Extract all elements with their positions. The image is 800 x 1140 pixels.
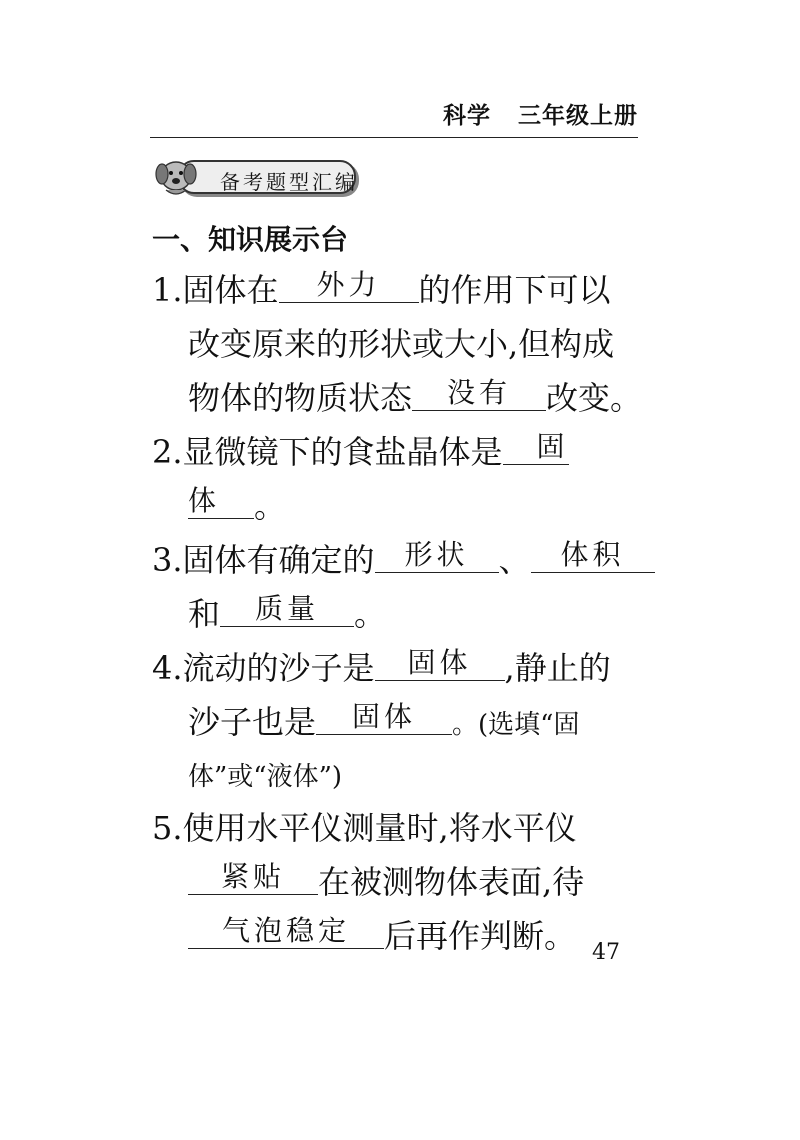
- q3-text-c: 。: [354, 595, 387, 633]
- q4-text-d: 。(选填“固: [452, 710, 580, 740]
- q1-line1: [152, 262, 611, 318]
- q1-answer-blank-2: 没有: [412, 370, 546, 411]
- q4-text-b: ,静止的: [504, 649, 611, 687]
- q1-line3: [188, 370, 642, 426]
- q5-line1: [152, 800, 577, 856]
- q3-line2: [188, 586, 386, 642]
- q3-separator: 、: [498, 541, 531, 579]
- page-number: 47: [592, 940, 620, 965]
- q1-text-a: 固体在: [182, 271, 279, 309]
- q2-answer-blank-1a: 固: [503, 424, 569, 465]
- q1-text-c: 改变原来的形状或大小,但构成: [188, 325, 615, 363]
- q2-number: 2.: [152, 433, 183, 471]
- q2-line1: [152, 424, 569, 480]
- q4-line3: [188, 746, 342, 802]
- q4-answer-blank-2: 固体: [316, 694, 452, 735]
- page-header: [150, 97, 638, 138]
- q5-text-c: 后再作判断。: [384, 917, 577, 955]
- q3-text-b: 和: [188, 595, 221, 633]
- q3-number: 3.: [152, 541, 183, 579]
- q5-text-b: 在被测物体表面,待: [318, 863, 585, 901]
- q3-answer-blank-3: 质量: [220, 586, 354, 627]
- badge-pill: [178, 160, 356, 194]
- q4-text-e: 体”或“液体”): [188, 762, 343, 792]
- q2-line2: [188, 478, 286, 534]
- section-badge: [152, 154, 356, 196]
- header-subject-grade: 科学 三年级上册: [442, 103, 638, 129]
- q3-line1: [152, 532, 655, 588]
- q2-answer-blank-1b: 体: [188, 478, 254, 519]
- q3-answer-blank-1: 形状: [375, 532, 499, 573]
- q1-line2: [188, 316, 614, 372]
- q5-answer-blank-1: 紧贴: [188, 854, 318, 895]
- q4-line2: [188, 694, 579, 750]
- q5-text-a: 使用水平仪测量时,将水平仪: [182, 809, 577, 847]
- badge-label: 备考题型汇编: [220, 170, 358, 194]
- q5-number: 5.: [152, 809, 183, 847]
- q4-answer-blank-1: 固体: [375, 640, 505, 681]
- dog-mascot-icon: [152, 154, 202, 198]
- q4-number: 4.: [152, 649, 183, 687]
- q1-answer-blank-1: 外力: [279, 262, 419, 303]
- q1-text-b: 的作用下可以: [418, 271, 611, 309]
- q4-line1: [152, 640, 611, 696]
- q4-text-c: 沙子也是: [188, 703, 317, 741]
- q2-text-a: 显微镜下的食盐晶体是: [182, 433, 503, 471]
- q1-number: 1.: [152, 271, 183, 309]
- q3-answer-blank-2: 体积: [531, 532, 655, 573]
- q3-text-a: 固体有确定的: [182, 541, 375, 579]
- q5-line2: [188, 854, 584, 910]
- q1-text-e: 改变。: [546, 379, 643, 417]
- q5-answer-blank-2: 气泡稳定: [188, 908, 384, 949]
- section-title: 一、知识展示台: [152, 223, 349, 256]
- q1-text-d: 物体的物质状态: [188, 379, 413, 417]
- q2-text-b: 。: [254, 487, 287, 525]
- q4-text-a: 流动的沙子是: [182, 649, 375, 687]
- q5-line3: [188, 908, 576, 964]
